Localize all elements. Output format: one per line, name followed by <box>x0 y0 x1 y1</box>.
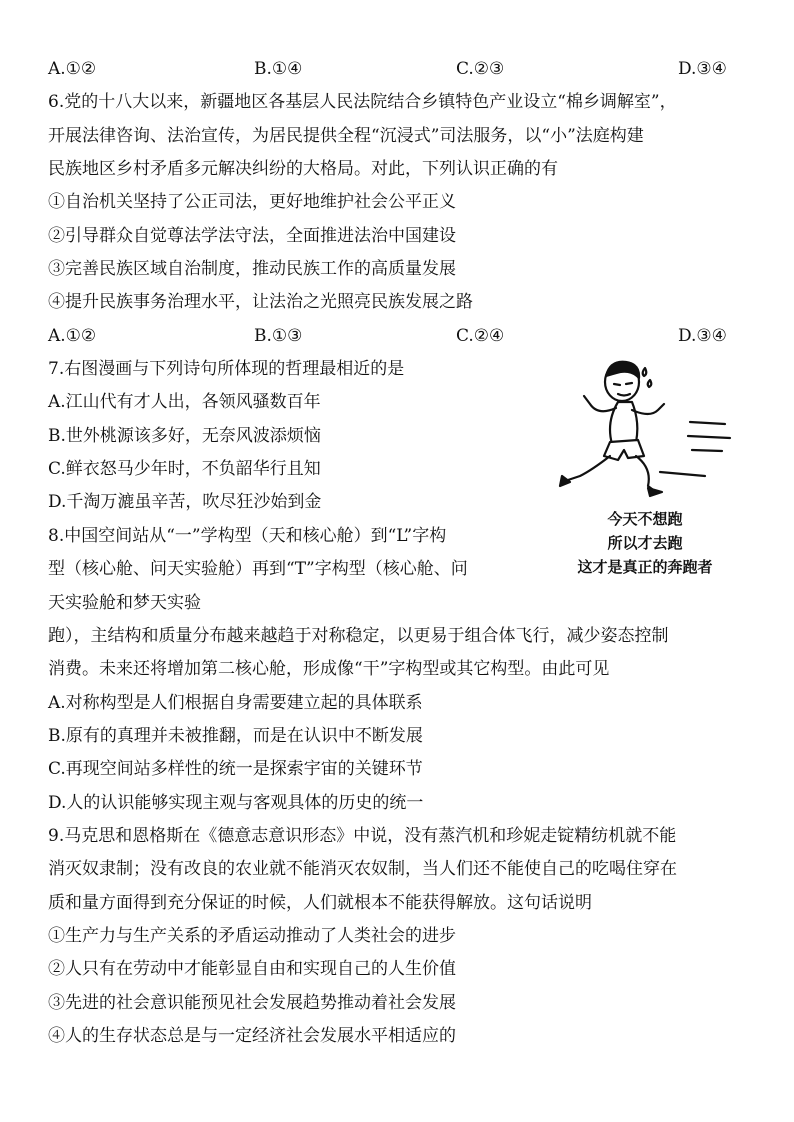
q8-option-d: D.人的认识能够实现主观与客观具体的历史的统一 <box>48 793 424 813</box>
q9-statement-1: ①生产力与生产关系的矛盾运动推动了人类社会的进步 <box>48 926 456 946</box>
q8-stem-line-3: 天实验舱和梦天实验 <box>48 593 201 613</box>
q8-option-c: C.再现空间站多样性的统一是探索宇宙的关键环节 <box>48 759 423 779</box>
q8-option-b: B.原有的真理并未被推翻，而是在认识中不断发展 <box>48 726 423 746</box>
q5-option-a: A.①② <box>48 59 97 79</box>
q9-statement-2: ②人只有在劳动中才能彰显自由和实现自己的人生价值 <box>48 959 456 979</box>
q8-option-a: A.对称构型是人们根据自身需要建立起的具体联系 <box>48 693 423 713</box>
q5-option-c: C.②③ <box>456 59 505 79</box>
cartoon-caption-2: 所以才去跑 <box>607 534 683 552</box>
q7-option-d: D.千淘万漉虽辛苦，吹尽狂沙始到金 <box>48 492 322 512</box>
q7-stem: 7.右图漫画与下列诗句所体现的哲理最相近的是 <box>48 359 405 379</box>
q5-option-b: B.①④ <box>254 59 303 79</box>
q6-option-c: C.②④ <box>456 326 505 346</box>
running-man-drawing <box>540 352 750 502</box>
q8-stem-line-5: 消费。未来还将增加第二核心舱，形成像“干”字构型或其它构型。由此可见 <box>48 659 610 679</box>
q9-stem-line-3: 质和量方面得到充分保证的时候，人们就根本不能获得解放。这句话说明 <box>48 893 592 913</box>
q6-stem-line-2: 开展法律咨询、法治宣传，为居民提供全程“沉浸式”司法服务，以“小”法庭构建 <box>48 126 644 146</box>
cartoon-caption-3: 这才是真正的奔跑者 <box>577 558 713 576</box>
q9-statement-3: ③先进的社会意识能预见社会发展趋势推动着社会发展 <box>48 993 456 1013</box>
q9-stem-line-2: 消灭奴隶制；没有改良的农业就不能消灭农奴制，当人们还不能使自己的吃喝住穿在 <box>48 859 677 879</box>
q8-stem-line-2: 型（核心舱、问天实验舱）再到“T”字构型（核心舱、问 <box>48 559 468 579</box>
q8-stem-line-1: 8.中国空间站从“一”学构型（天和核心舱）到“L”字构 <box>48 526 447 546</box>
q8-stem-line-4: 跑），主结构和质量分布越来越趋于对称稳定，以更易于组合体飞行，减少姿态控制 <box>48 626 669 646</box>
q6-options <box>48 325 748 347</box>
q6-stem-line-1: 6.党的十八大以来，新疆地区各基层人民法院结合乡镇特色产业设立“棉乡调解室”， <box>48 92 677 112</box>
q6-option-b: B.①③ <box>254 326 303 346</box>
q6-statement-2: ②引导群众自觉尊法学法守法，全面推进法治中国建设 <box>48 226 456 246</box>
q6-statement-3: ③完善民族区域自治制度，推动民族工作的高质量发展 <box>48 259 456 279</box>
q7-option-c: C.鲜衣怒马少年时，不负韶华行且知 <box>48 459 321 479</box>
q7-option-a: A.江山代有才人出，各领风骚数百年 <box>48 392 321 412</box>
q9-stem-line-1: 9.马克思和恩格斯在《德意志意识形态》中说，没有蒸汽机和珍妮走锭精纺机就不能 <box>48 826 677 846</box>
q9-statement-4: ④人的生存状态总是与一定经济社会发展水平相适应的 <box>48 1026 456 1046</box>
q5-option-d: D.③④ <box>678 59 727 79</box>
q6-stem-line-3: 民族地区乡村矛盾多元解决纠纷的大格局。对此，下列认识正确的有 <box>48 159 558 179</box>
q6-statement-4: ④提升民族事务治理水平，让法治之光照亮民族发展之路 <box>48 292 473 312</box>
q6-statement-1: ①自治机关坚持了公正司法，更好地维护社会公平正义 <box>48 192 456 212</box>
q6-option-a: A.①② <box>48 326 97 346</box>
running-man-cartoon <box>540 352 750 592</box>
q5-options <box>48 58 748 80</box>
cartoon-caption-1: 今天不想跑 <box>607 510 683 528</box>
q6-option-d: D.③④ <box>678 326 727 346</box>
q7-option-b: B.世外桃源该多好，无奈风波添烦恼 <box>48 426 321 446</box>
